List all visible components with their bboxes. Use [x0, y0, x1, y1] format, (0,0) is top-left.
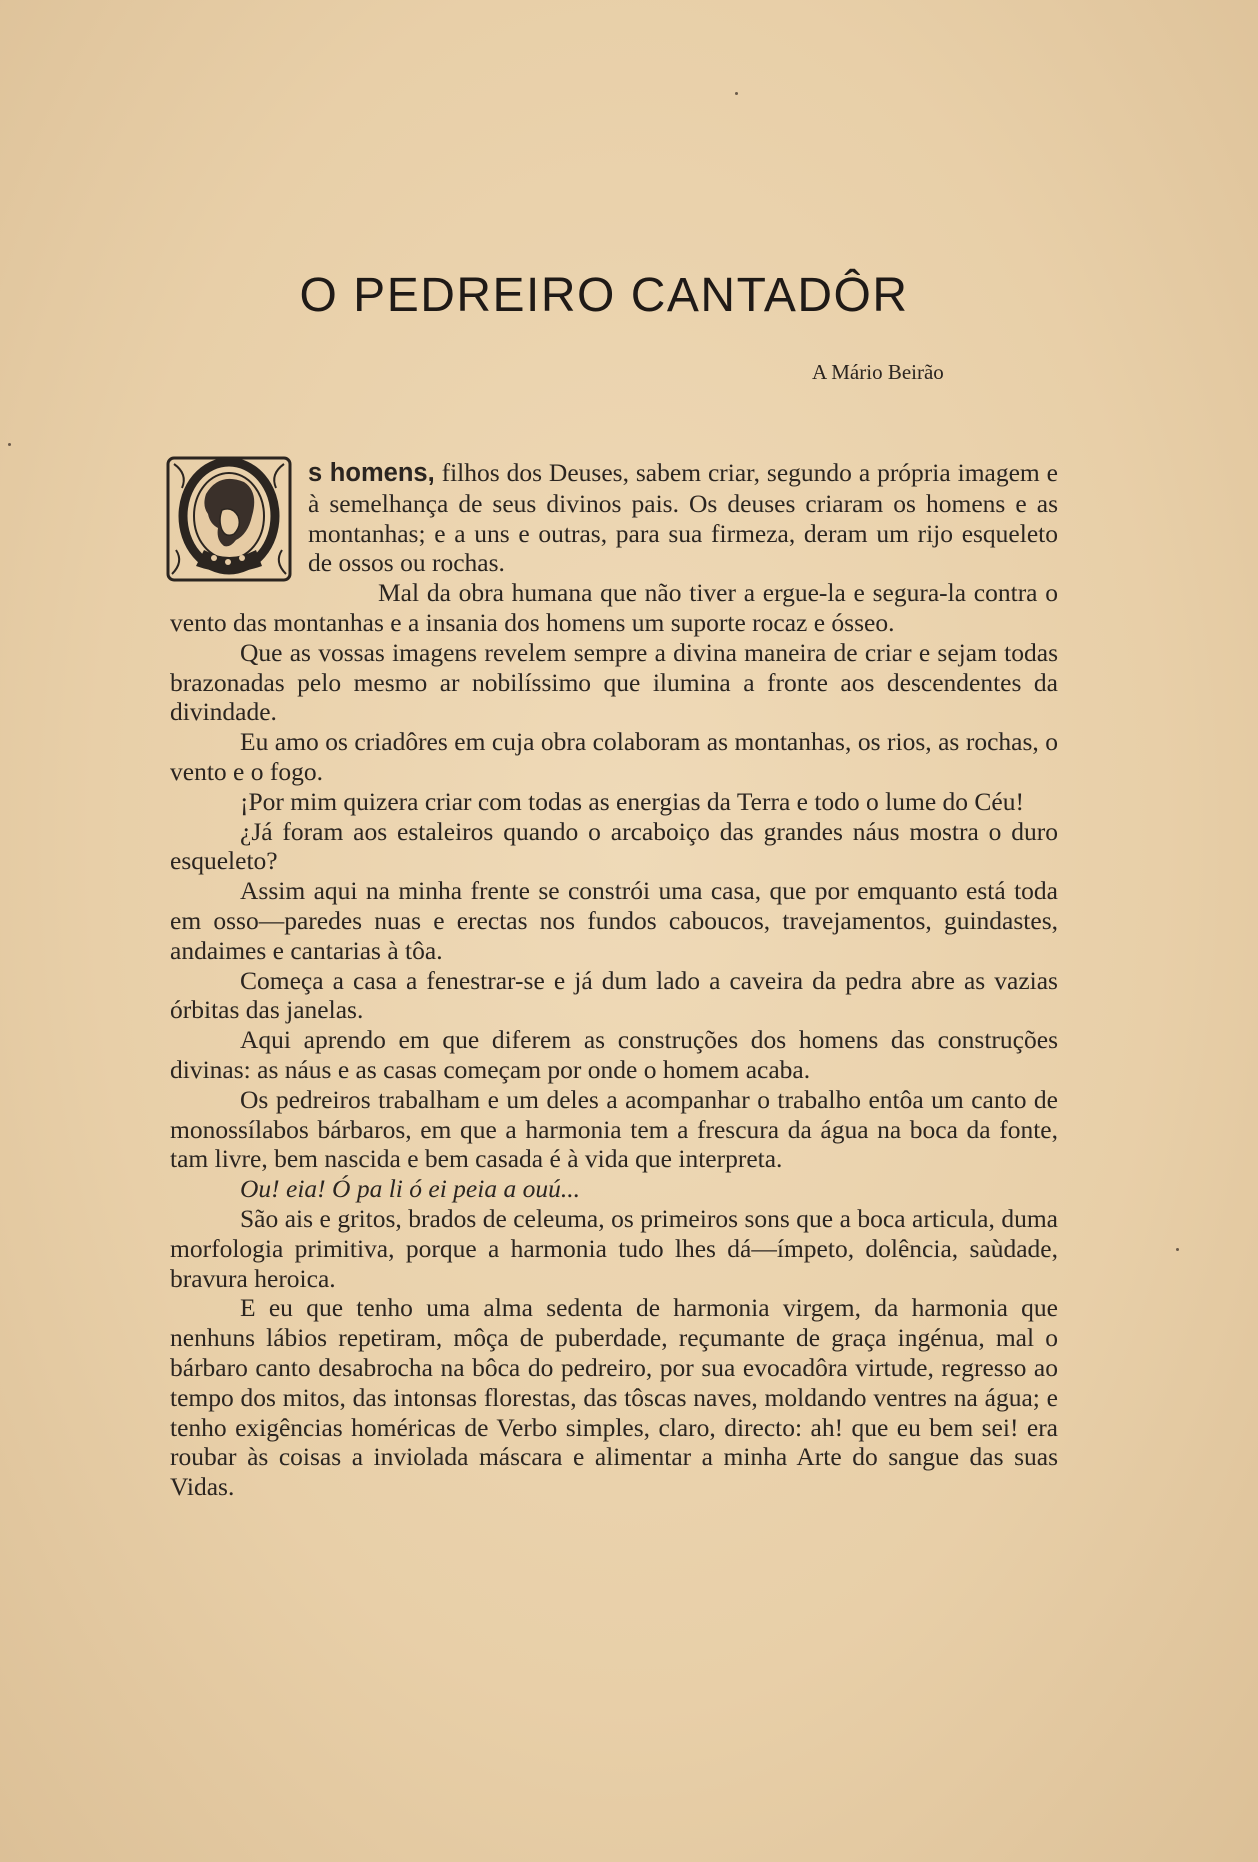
paragraph: Os pedreiros trabalham e um deles a acompanhar o trabalho entôa um canto de monossílabos bárbaros, em que a harmonia tem a frescura da água na boca da fonte, tam livre, bem nascida e bem casada é à vida que interpreta.: [170, 1084, 1058, 1174]
paragraph: Eu amo os criadôres em cuja obra colaboram as montanhas, os rios, as rochas, o vento e o fogo.: [170, 727, 1058, 786]
paragraph: São ais e gritos, brados de celeuma, os primeiros sons que a boca articula, duma morfologia primitiva, porque a harmonia tudo lhes dá—ímpeto, dolência, saùdade, bravura heroica.: [170, 1203, 1058, 1293]
drop-cap-icon: [164, 454, 294, 584]
article-body: [170, 458, 1058, 1502]
paper-speck: [1176, 1248, 1179, 1251]
song-line: Ou! eia! Ó pa li ó ei peia a ouú...: [240, 1174, 580, 1204]
paragraph: ¿Já foram aos estaleiros quando o arcaboiço das grandes náus mostra o duro esqueleto?: [170, 816, 1058, 876]
first-paragraph: [170, 458, 1058, 578]
paragraph: Aqui aprendo em que diferem as construções dos homens das construções divinas: as náus e as casas começam por onde o homem acaba.: [170, 1025, 1058, 1084]
paper-speck: [735, 92, 738, 95]
article-title: O PEDREIRO CANTADÔR: [299, 269, 909, 322]
paragraph: E eu que tenho uma alma sedenta de harmonia virgem, da harmonia que nenhuns lábios repetiram, môça de puberdade, reçumante de graça ingénua, mal o bárbaro canto desabrocha na bôca do pedreiro, por sua evocadôra virtude, regresso ao tempo dos mitos, das intonsas florestas, das tôscas naves, moldando ventres na água; e tenho exigências homéricas de Verbo simples, claro, directo: ah! que eu bem sei! era roubar às coisas a inviolada máscara e alimentar a minha Arte do sangue das suas Vidas.: [170, 1293, 1058, 1502]
dedication: A Mário Beirão: [812, 360, 944, 384]
paragraph: Mal da obra humana que não tiver a ergue-la e segura-la contra o vento das montanhas e a insania dos homens um suporte rocaz e ósseo.: [170, 578, 1058, 637]
paragraph: ¡Por mim quizera criar com todas as energias da Terra e todo o lume do Céu!: [240, 786, 1024, 816]
paper-speck: [8, 443, 11, 446]
paragraph: Que as vossas imagens revelem sempre a divina maneira de criar e sejam todas brazonadas pelo mesmo ar nobilíssimo que ilumina a fronte aos descendentes da divindade.: [170, 637, 1058, 727]
lead-words: s homens,: [308, 459, 435, 487]
first-paragraph-text: filhos dos Deuses, sabem criar, segundo a própria imagem e à semelhança de seus divinos pais. Os deuses criaram os homens e as montanhas; e a uns e outras, para sua firmeza, deram um rijo esqueleto de ossos ou rochas.: [308, 458, 1059, 578]
paragraph: Começa a casa a fenestrar-se e já dum lado a caveira da pedra abre as vazias órbitas das janelas.: [170, 965, 1058, 1025]
paragraph: Assim aqui na minha frente se constrói uma casa, que por emquanto está toda em osso—paredes nuas e erectas nos fundos caboucos, travejamentos, guindastes, andaimes e cantarias à tôa.: [170, 876, 1058, 965]
